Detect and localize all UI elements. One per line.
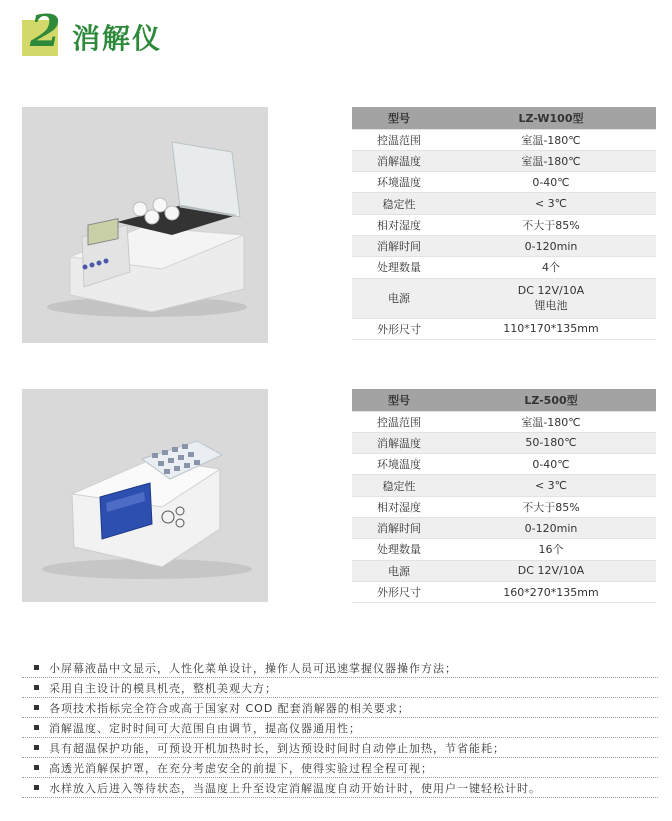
spec-label: 稳定性 xyxy=(352,475,446,496)
spec-label: 电源 xyxy=(352,278,446,318)
spec-label: 外形尺寸 xyxy=(352,318,446,339)
bullet-icon xyxy=(34,705,39,710)
spec-header-model: LZ-500型 xyxy=(446,389,656,411)
spec-value: 室温-180℃ xyxy=(446,411,656,432)
spec-row xyxy=(352,257,656,278)
spec-value-line1: DC 12V/10A xyxy=(517,284,585,298)
feature-text: 小屏幕液晶中文显示，人性化菜单设计，操作人员可迅速掌握仪器操作方法； xyxy=(49,661,457,675)
spec-value: 室温-180℃ xyxy=(446,150,656,171)
spec-row xyxy=(352,432,656,453)
spec-header-row xyxy=(352,107,656,129)
spec-label: 控温范围 xyxy=(352,129,446,150)
spec-row xyxy=(352,560,656,581)
bullet-icon xyxy=(34,665,39,670)
spec-value: 室温-180℃ xyxy=(446,129,656,150)
feature-item xyxy=(22,758,658,778)
spec-value: 0-120min xyxy=(446,235,656,256)
spec-value: 不大于85% xyxy=(446,214,656,235)
spec-row xyxy=(352,517,656,538)
feature-list xyxy=(22,658,658,798)
spec-row xyxy=(352,318,656,339)
spec-value: 不大于85% xyxy=(446,496,656,517)
feature-text: 各项技术指标完全符合或高于国家对 COD 配套消解器的相关要求； xyxy=(49,701,410,715)
spec-row xyxy=(352,278,656,318)
spec-row xyxy=(352,475,656,496)
digestion-device-2-photo-icon xyxy=(22,389,268,602)
spec-row xyxy=(352,172,656,193)
spec-value: 16个 xyxy=(446,539,656,560)
spec-label: 电源 xyxy=(352,560,446,581)
spec-label: 外形尺寸 xyxy=(352,581,446,602)
spec-value: 110*170*135mm xyxy=(446,318,656,339)
feature-text: 高透光消解保护罩，在充分考虑安全的前提下，使得实验过程全程可视； xyxy=(49,761,433,775)
spec-value: 0-120min xyxy=(446,517,656,538)
spec-value: < 3℃ xyxy=(446,193,656,214)
spec-label: 相对湿度 xyxy=(352,496,446,517)
feature-item xyxy=(22,658,658,678)
feature-text: 消解温度、定时时间可大范围自由调节，提高仪器通用性； xyxy=(49,721,361,735)
feature-text: 水样放入后进入等待状态，当温度上升至设定消解温度自动开始计时，使用户一键轻松计时。 xyxy=(49,781,541,795)
section-number-badge xyxy=(22,6,68,58)
bullet-icon xyxy=(34,685,39,690)
feature-text: 采用自主设计的模具机壳，整机美观大方； xyxy=(49,681,277,695)
feature-item xyxy=(22,778,658,798)
spec-row xyxy=(352,411,656,432)
spec-label: 控温范围 xyxy=(352,411,446,432)
spec-row xyxy=(352,539,656,560)
spec-label: 环境温度 xyxy=(352,172,446,193)
feature-item xyxy=(22,718,658,738)
feature-text: 具有超温保护功能，可预设开机加热时长，到达预设时间时自动停止加热，节省能耗； xyxy=(49,741,505,755)
spec-label: 消解时间 xyxy=(352,517,446,538)
digestion-device-1-photo-icon xyxy=(22,107,268,343)
bullet-icon xyxy=(34,745,39,750)
bullet-icon xyxy=(34,765,39,770)
spec-value xyxy=(446,278,656,318)
section-header xyxy=(22,6,163,60)
spec-value: 0-40℃ xyxy=(446,454,656,475)
spec-label: 消解时间 xyxy=(352,235,446,256)
spec-row xyxy=(352,150,656,171)
spec-value: 0-40℃ xyxy=(446,172,656,193)
spec-row xyxy=(352,193,656,214)
feature-item xyxy=(22,678,658,698)
spec-label: 稳定性 xyxy=(352,193,446,214)
spec-row xyxy=(352,129,656,150)
section-number: 2 xyxy=(30,6,61,57)
feature-item xyxy=(22,698,658,718)
spec-header-model: LZ-W100型 xyxy=(446,107,656,129)
bullet-icon xyxy=(34,725,39,730)
spec-label: 环境温度 xyxy=(352,454,446,475)
spec-value: < 3℃ xyxy=(446,475,656,496)
spec-label: 相对湿度 xyxy=(352,214,446,235)
spec-table-lz-500 xyxy=(352,389,656,603)
page-title: 消解仪 xyxy=(72,22,163,55)
spec-value-line2: 锂电池 xyxy=(534,299,568,313)
spec-header-label: 型号 xyxy=(352,107,446,129)
feature-item xyxy=(22,738,658,758)
spec-value: DC 12V/10A xyxy=(446,560,656,581)
spec-row xyxy=(352,235,656,256)
spec-row xyxy=(352,214,656,235)
spec-row xyxy=(352,496,656,517)
spec-label: 处理数量 xyxy=(352,257,446,278)
bullet-icon xyxy=(34,785,39,790)
spec-label: 消解温度 xyxy=(352,432,446,453)
spec-label: 处理数量 xyxy=(352,539,446,560)
spec-header-row xyxy=(352,389,656,411)
spec-label: 消解温度 xyxy=(352,150,446,171)
spec-row xyxy=(352,454,656,475)
spec-value: 160*270*135mm xyxy=(446,581,656,602)
spec-row xyxy=(352,581,656,602)
spec-value: 50-180℃ xyxy=(446,432,656,453)
spec-value: 4个 xyxy=(446,257,656,278)
spec-header-label: 型号 xyxy=(352,389,446,411)
spec-table-lz-w100 xyxy=(352,107,656,340)
